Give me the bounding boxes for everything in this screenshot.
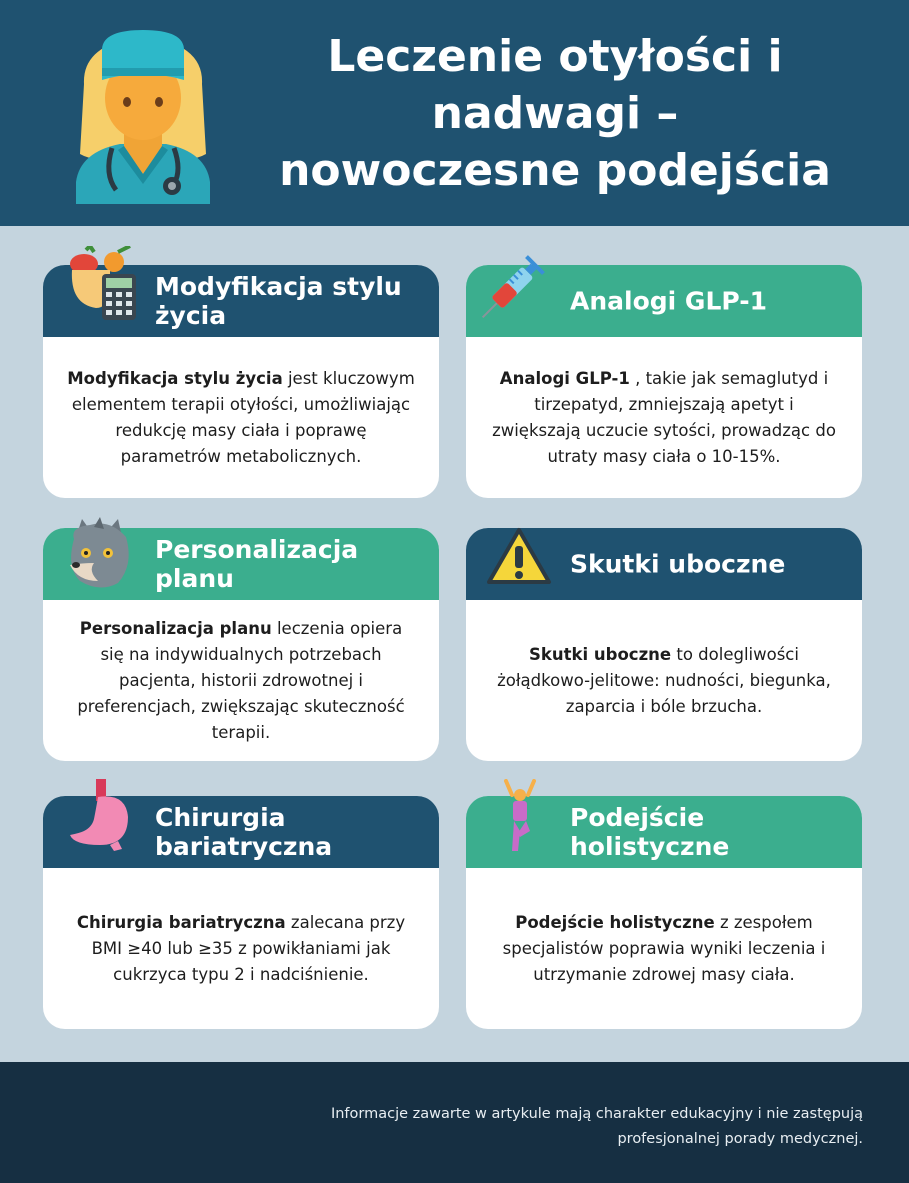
title-line-1: Leczenie otyłości i — [327, 31, 783, 82]
title-line-3: nowoczesne podejścia — [279, 145, 831, 196]
card-title: Analogi GLP-1 — [570, 286, 768, 316]
card-text — [490, 366, 838, 470]
wolf-icon — [64, 517, 134, 591]
syringe-icon — [482, 246, 554, 318]
title-line-2: nadwagi – — [431, 88, 679, 139]
doctor-avatar-icon — [72, 24, 214, 204]
card-body — [43, 600, 439, 761]
card-text-bold: Modyfikacja stylu życia — [67, 368, 283, 388]
card-title: Personalizacja planu — [155, 535, 359, 593]
card-text-rest: , takie jak semaglutyd i tirzepatyd, zmniejszają apetyt i zwiększają uczucie sytości, prowadząc do utraty masy ciała o 10-15%. — [492, 368, 836, 466]
card-text-bold: Personalizacja planu — [79, 618, 272, 638]
page-title — [255, 28, 855, 199]
footer — [0, 1062, 909, 1183]
card-text — [67, 616, 415, 746]
disclaimer-text — [243, 1102, 863, 1152]
card-body — [43, 337, 439, 498]
card-title: Modyfikacja stylu życia — [155, 272, 402, 330]
card-body — [43, 868, 439, 1029]
card-body — [466, 868, 862, 1029]
card-title: Chirurgia bariatryczna — [155, 803, 333, 861]
card-text-bold: Skutki uboczne — [529, 644, 672, 664]
card-text-rest: leczenia opiera się na indywidualnych potrzebach pacjenta, historii zdrowotnej i preferencjach, zwiększając skuteczność terapii. — [77, 618, 405, 742]
header-banner — [0, 0, 909, 226]
vegetables-calculator-icon — [66, 246, 140, 322]
card-body — [466, 600, 862, 761]
card-body — [466, 337, 862, 498]
card-text-rest: zalecana przy BMI ≥40 lub ≥35 z powikłaniami jak cukrzyca typu 2 i nadciśnienie. — [91, 912, 406, 984]
card-text-bold: Chirurgia bariatryczna — [76, 912, 286, 932]
card-text — [490, 910, 838, 988]
disclaimer-line-2: profesjonalnej porady medycznej. — [617, 1131, 863, 1147]
yoga-person-icon — [500, 779, 540, 853]
card-text — [67, 366, 415, 470]
card-title: Skutki uboczne — [570, 549, 786, 579]
card-text-bold: Podejście holistyczne — [515, 912, 715, 932]
card-text — [67, 910, 415, 988]
card-text-rest: jest kluczowym elementem terapii otyłości, umożliwiając redukcję masy ciała i poprawę parametrów metabolicznych. — [71, 368, 415, 466]
card-title: Podejście holistyczne — [570, 803, 730, 861]
card-text-rest: z zespołem specjalistów poprawia wyniki leczenia i utrzymanie zdrowej masy ciała. — [502, 912, 826, 984]
warning-icon — [485, 526, 553, 586]
card-text-bold: Analogi GLP-1 — [499, 368, 630, 388]
card-text — [490, 642, 838, 720]
stomach-icon — [66, 779, 136, 851]
disclaimer-line-1: Informacje zawarte w artykule mają charakter edukacyjny i nie zastępują — [330, 1106, 863, 1122]
card-text-rest: to dolegliwości żołądkowo-jelitowe: nudności, biegunka, zaparcia i bóle brzucha. — [497, 644, 831, 716]
